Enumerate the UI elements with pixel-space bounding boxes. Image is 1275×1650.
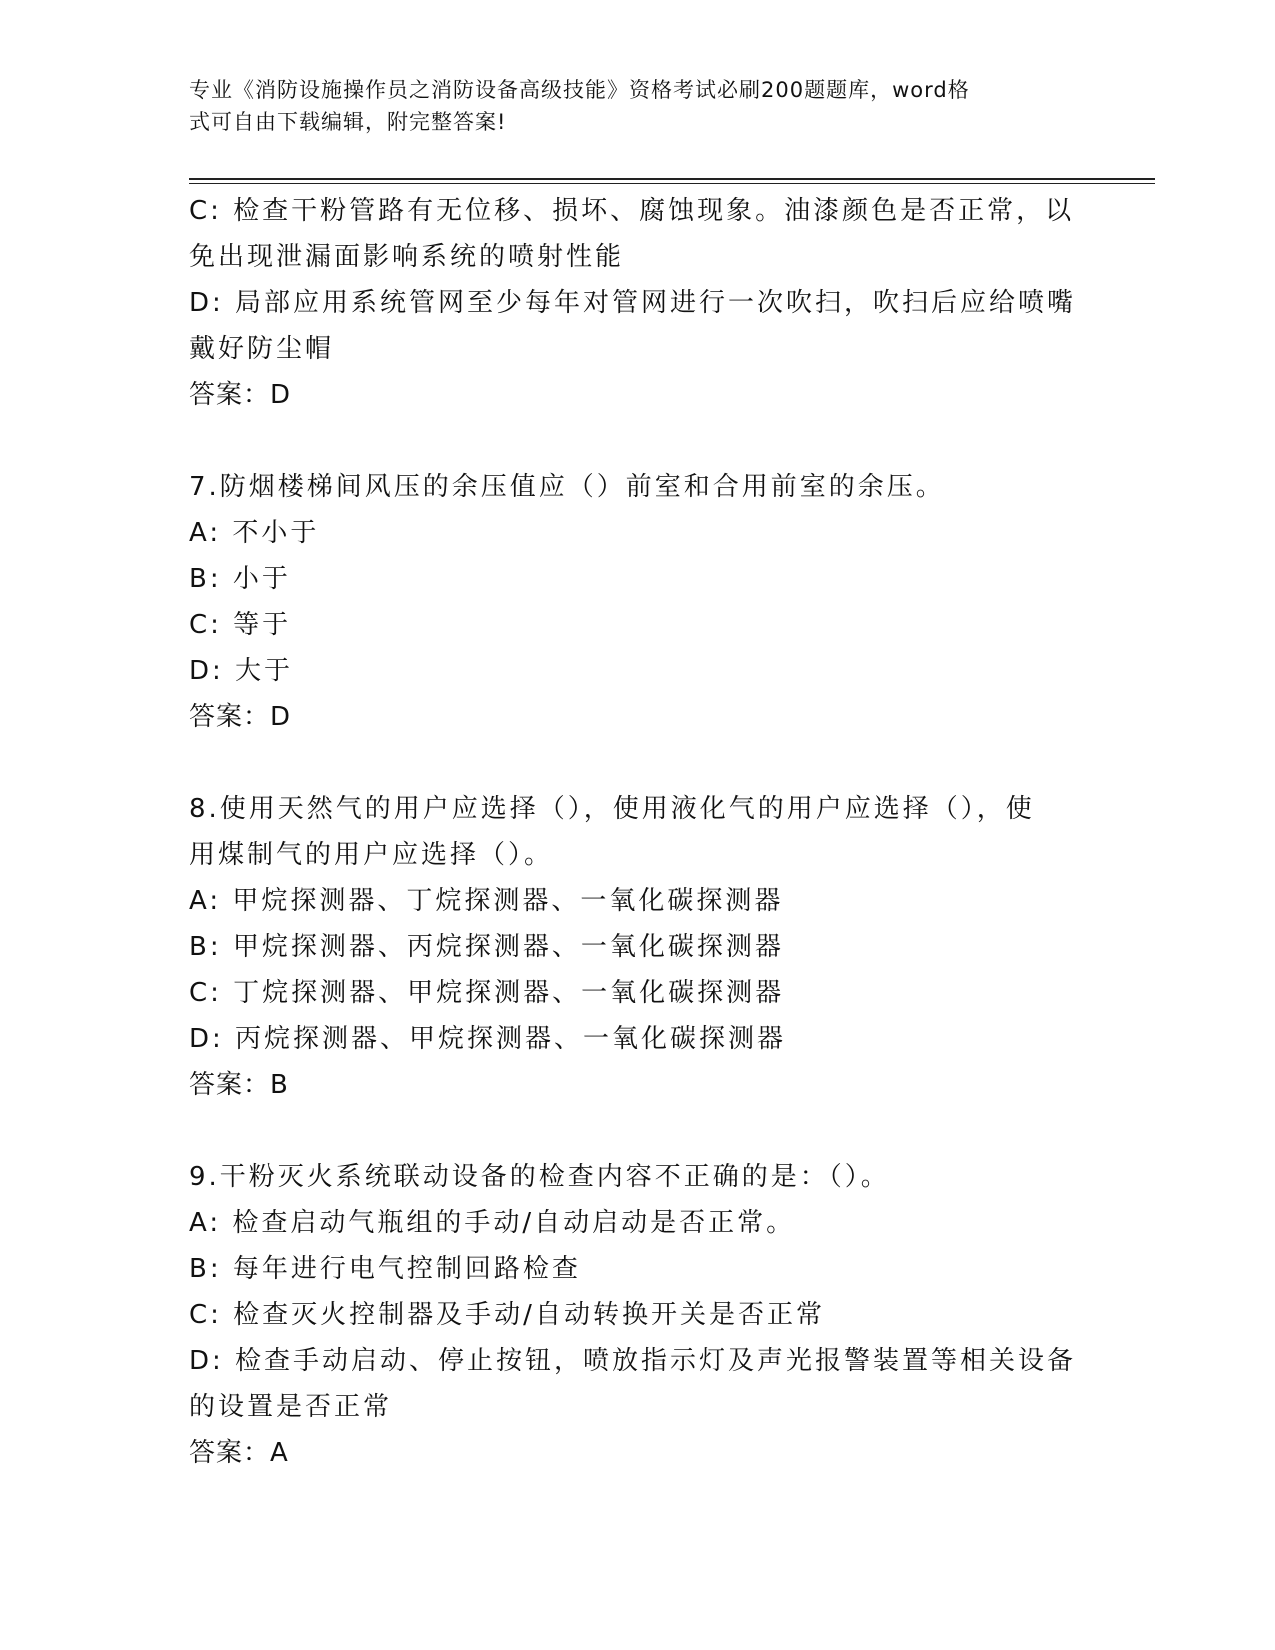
spacer <box>189 418 1089 464</box>
question-8 <box>189 786 1089 1108</box>
document-header <box>189 74 1069 138</box>
option-c: C: 丁烷探测器、甲烷探测器、一氧化碳探测器 <box>189 978 785 1008</box>
option-a: A: 甲烷探测器、丁烷探测器、一氧化碳探测器 <box>189 886 784 916</box>
option-c: C: 等于 <box>189 610 292 640</box>
option-a: A: 不小于 <box>189 518 320 548</box>
question-stem-line-2: 用煤制气的用户应选择（）。 <box>189 840 554 870</box>
option-c-line-1: C: 检查干粉管路有无位移、损坏、腐蚀现象。油漆颜色是否正常，以 <box>189 196 1075 226</box>
option-d-line-1: D: 局部应用系统管网至少每年对管网进行一次吹扫，吹扫后应给喷嘴 <box>189 288 1077 318</box>
question-stem: 7.防烟楼梯间风压的余压值应（）前室和合用前室的余压。 <box>189 472 945 502</box>
answer-line: 答案：A <box>189 1438 289 1468</box>
option-d-line-2: 的设置是否正常 <box>189 1392 393 1422</box>
question-7 <box>189 464 1089 740</box>
header-rule-thin <box>189 183 1155 184</box>
question-9 <box>189 1154 1089 1476</box>
option-b: B: 每年进行电气控制回路检查 <box>189 1254 581 1284</box>
option-b: B: 小于 <box>189 564 291 594</box>
option-a: A: 检查启动气瓶组的手动/自动启动是否正常。 <box>189 1208 796 1238</box>
answer-line: 答案：D <box>189 702 292 732</box>
spacer <box>189 740 1089 786</box>
header-line-1: 专业《消防设施操作员之消防设备高级技能》资格考试必刷200题题库，word格 <box>189 78 970 102</box>
option-d-line-2: 戴好防尘帽 <box>189 334 335 364</box>
answer-line: 答案：B <box>189 1070 289 1100</box>
question-stem: 9.干粉灭火系统联动设备的检查内容不正确的是：（）。 <box>189 1162 890 1192</box>
option-b: B: 甲烷探测器、丙烷探测器、一氧化碳探测器 <box>189 932 784 962</box>
option-d: D: 大于 <box>189 656 294 686</box>
spacer <box>189 1108 1089 1154</box>
option-c-line-2: 免出现泄漏面影响系统的喷射性能 <box>189 242 625 272</box>
answer-line: 答案：D <box>189 380 292 410</box>
previous-question-tail <box>189 188 1089 418</box>
option-c: C: 检查灭火控制器及手动/自动转换开关是否正常 <box>189 1300 825 1330</box>
option-d: D: 丙烷探测器、甲烷探测器、一氧化碳探测器 <box>189 1024 787 1054</box>
header-line-2: 式可自由下载编辑，附完整答案! <box>189 110 507 134</box>
question-body <box>189 188 1089 1476</box>
question-stem-line-1: 8.使用天然气的用户应选择（），使用液化气的用户应选择（），使 <box>189 794 1035 824</box>
option-d-line-1: D: 检查手动启动、停止按钮，喷放指示灯及声光报警装置等相关设备 <box>189 1346 1077 1376</box>
header-rule-thick <box>189 178 1155 180</box>
